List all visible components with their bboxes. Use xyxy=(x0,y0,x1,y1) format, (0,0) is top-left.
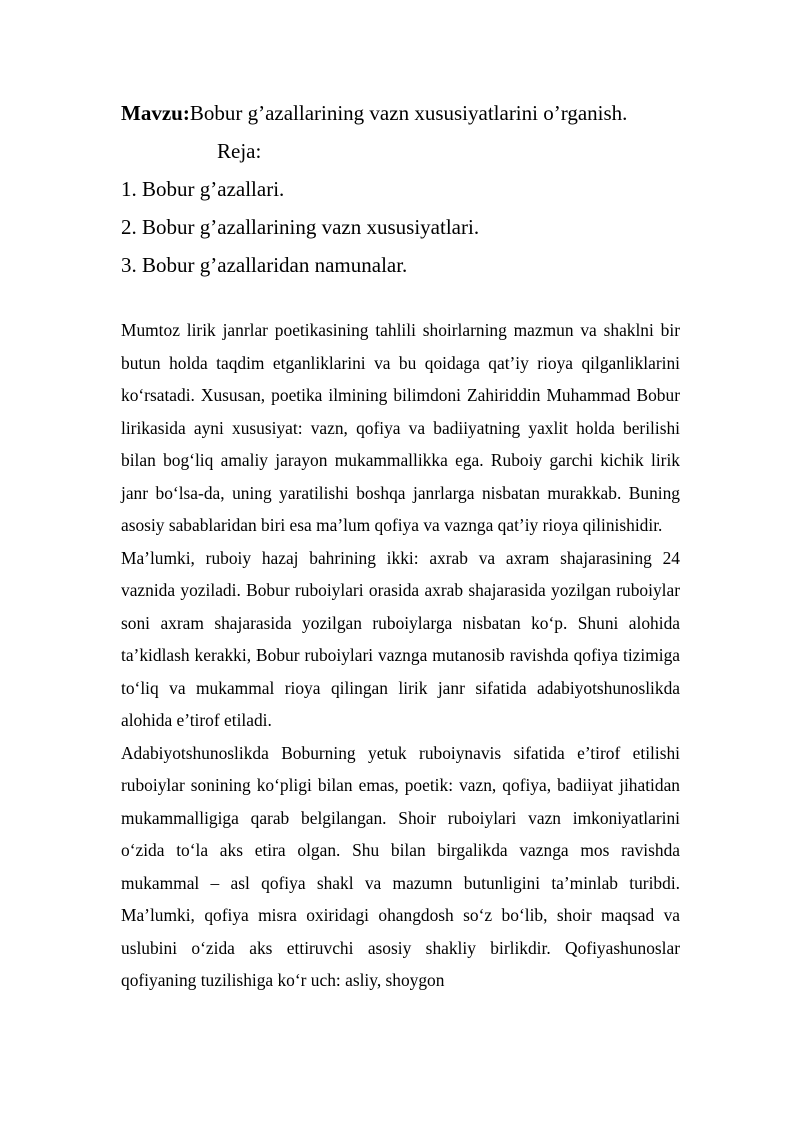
body-text xyxy=(121,314,680,997)
document-header xyxy=(121,94,701,284)
plan-item-3: 3. Bobur g’azallaridan namunalar. xyxy=(121,253,408,277)
topic-label: Mavzu: xyxy=(121,101,190,125)
topic-title: Bobur g’azallarining vazn xususiyatlarini o’rganish. xyxy=(189,101,628,125)
paragraph-2: Ma’lumki, ruboiy hazaj bahrining ikki: axrab va axram shajarasining 24 vaznida yoziladi. Bobur ruboiylari orasida axrab shajarasida yozilgan ruboiylar soni axram shajarasida yozilgan ruboiylarga nisbatan ko‘p. Shuni alohida ta’kidlash kerakki, Bobur ruboiylari vaznga mutanosib ravishda qofiya tizimiga to‘liq va mukammal rioya qilingan lirik janr sifatida adabiyotshunoslikda alohida e’tirof etiladi. xyxy=(121,547,680,730)
paragraph-1: Mumtoz lirik janrlar poetikasining tahlili shoirlarning mazmun va shaklni bir butun holda taqdim etganliklarini va bu qoidaga qat’iy rioya qilganliklarini ko‘rsatadi. Xususan, poetika ilmining bilimdoni Zahiriddin Muhammad Bobur lirikasida ayni xususiyat: vazn, qofiya va badiiyatning yaxlit holda berilishi bilan bog‘liq amaliy jarayon mukammallikka ega. Ruboiy garchi kichik lirik janr bo‘lsa-da, uning yaratilishi boshqa janrlarga nisbatan murakkab. Buning asosiy sabablaridan biri esa ma’lum qofiya va vaznga qat’iy rioya qilinishidir. xyxy=(121,320,680,535)
paragraph-3: Adabiyotshunoslikda Boburning yetuk ruboiynavis sifatida e’tirof etilishi ruboiylar sonining ko‘pligi bilan emas, poetik: vazn, qofiya, badiiyat jihatidan mukammalligiga qarab belgilangan. Shoir ruboiylari vazn imkoniyatlarini o‘zida to‘la aks etira olgan. Shu bilan birgalikda vaznga mos ravishda mukammal – asl qofiya shakl va mazumn butunligini ta’minlab turibdi. Ma’lumki, qofiya misra oxiridagi ohangdosh so‘z bo‘lib, shoir maqsad va uslubini o‘zida aks ettiruvchi asosiy shakliy birlikdir. Qofiyashunoslar qofiyaning tuzilishiga ko‘r uch: asliy, shoygon xyxy=(121,742,680,990)
plan-item-2: 2. Bobur g’azallarining vazn xususiyatlari. xyxy=(121,215,480,239)
topic-line xyxy=(121,94,701,132)
plan-item-1: 1. Bobur g’azallari. xyxy=(121,177,285,201)
plan-heading: Reja: xyxy=(217,139,262,163)
